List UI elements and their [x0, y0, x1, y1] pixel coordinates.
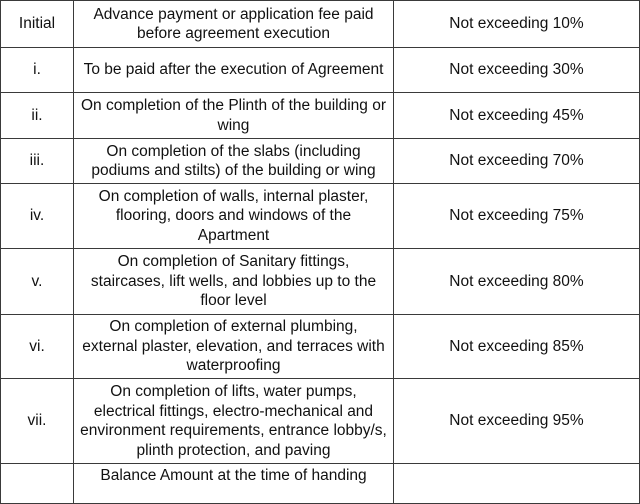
description-cell: On completion of external plumbing, external plaster, elevation, and terraces with waterproofing — [74, 315, 394, 379]
description-cell: To be paid after the execution of Agreement — [74, 48, 394, 93]
description-cell: Balance Amount at the time of handing — [74, 464, 394, 504]
limit-cell: Not exceeding 80% — [394, 249, 640, 315]
description-cell: On completion of walls, internal plaster, flooring, doors and windows of the Apartment — [74, 184, 394, 249]
table-row — [1, 48, 640, 93]
stage-cell: v. — [1, 249, 74, 315]
stage-cell: iv. — [1, 184, 74, 249]
table-row — [1, 464, 640, 504]
description-cell: Advance payment or application fee paid before agreement execution — [74, 1, 394, 48]
description-cell: On completion of the slabs (including podiums and stilts) of the building or wing — [74, 139, 394, 184]
description-cell: On completion of Sanitary fittings, staircases, lift wells, and lobbies up to the floor level — [74, 249, 394, 315]
stage-cell: iii. — [1, 139, 74, 184]
table-row — [1, 379, 640, 464]
stage-cell: vi. — [1, 315, 74, 379]
description-cell: On completion of the Plinth of the building or wing — [74, 93, 394, 139]
table-row — [1, 249, 640, 315]
table-row — [1, 315, 640, 379]
limit-cell: Not exceeding 95% — [394, 379, 640, 464]
stage-cell: i. — [1, 48, 74, 93]
limit-cell: Not exceeding 70% — [394, 139, 640, 184]
table-row — [1, 184, 640, 249]
limit-cell: Not exceeding 75% — [394, 184, 640, 249]
stage-cell: ii. — [1, 93, 74, 139]
table-row — [1, 93, 640, 139]
stage-cell: Initial — [1, 1, 74, 48]
table-row — [1, 139, 640, 184]
table-row — [1, 1, 640, 48]
stage-cell — [1, 464, 74, 504]
stage-cell: vii. — [1, 379, 74, 464]
description-cell: On completion of lifts, water pumps, electrical fittings, electro-mechanical and environment requirements, entrance lobby/s, plinth protection, and paving — [74, 379, 394, 464]
limit-cell: Not exceeding 10% — [394, 1, 640, 48]
limit-cell: Not exceeding 85% — [394, 315, 640, 379]
limit-cell — [394, 464, 640, 504]
limit-cell: Not exceeding 45% — [394, 93, 640, 139]
limit-cell: Not exceeding 30% — [394, 48, 640, 93]
